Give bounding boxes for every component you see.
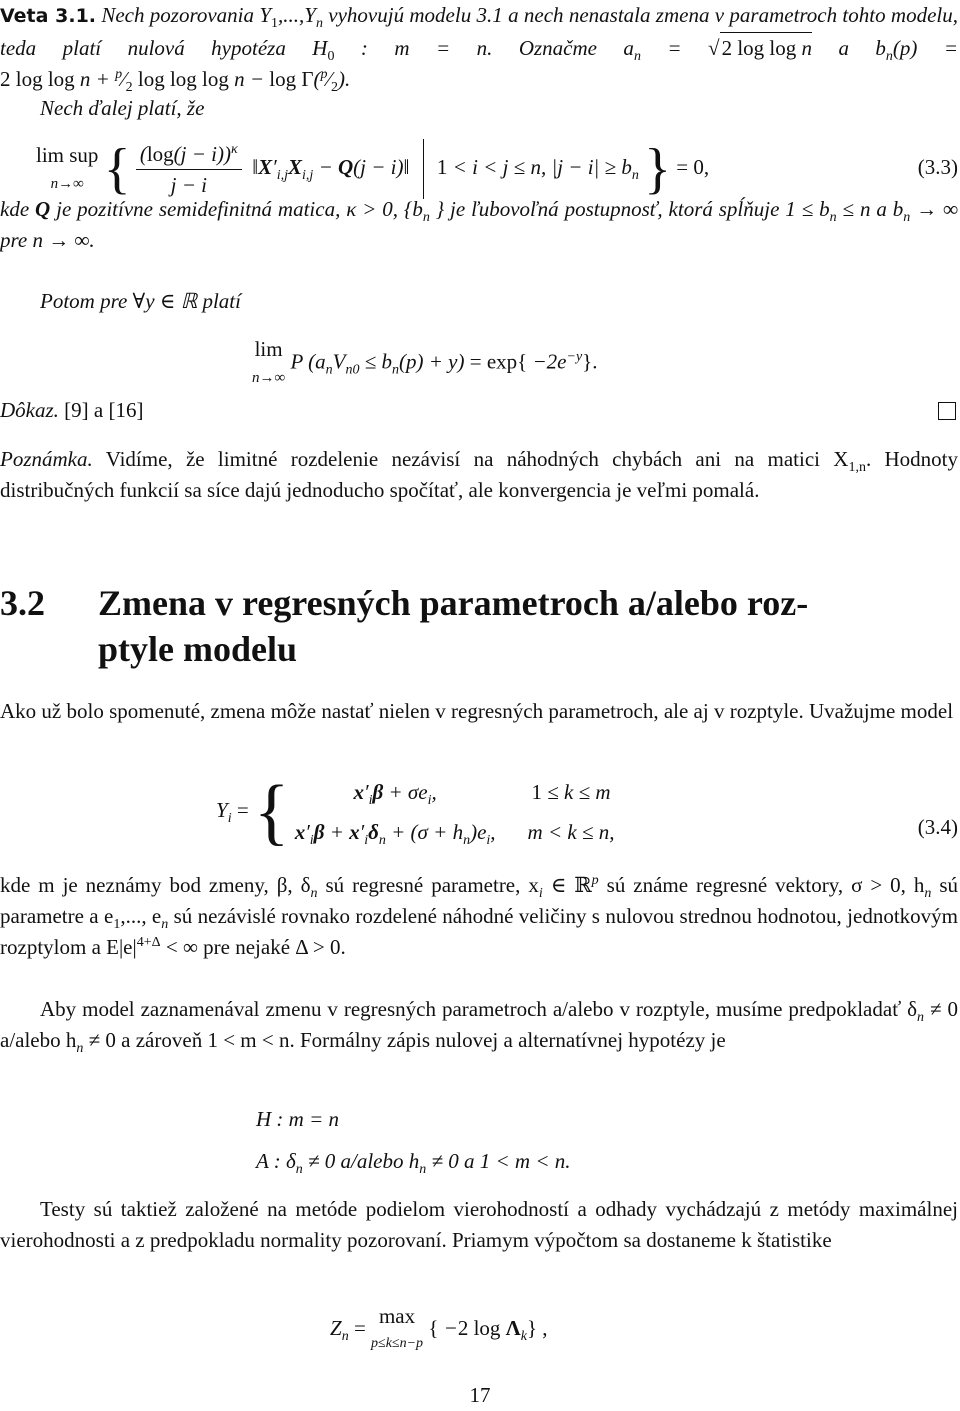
qed-box-icon bbox=[938, 402, 956, 420]
remark-label: Poznámka. bbox=[0, 447, 93, 471]
remark: Poznámka. Vidíme, že limitné rozdelenie nezávisí na náhodných chybách ani na matici $X_{1,n}$. Hodnoty distribučných funkcií sa síce dajú jednoducho spočítať, ale konvergencia je veľmi pomalá. bbox=[0, 447, 959, 502]
paragraph-3: Aby model zaznamenával zmenu v regresných parametroch a/alebo v rozptyle, musíme predpokladať $\delta_n \ne 0$ a/alebo $h_n \ne 0$ a zároveň 1 < m < n. Formálny zápis nulovej a alternatívnej hypotézy je bbox=[0, 997, 958, 1057]
theorem-then: Potom pre ∀y ∈ ℝ platí bbox=[40, 289, 241, 313]
an-definition: √2 log log n bbox=[708, 36, 812, 60]
equation-limit: lim n→∞ P $(a_nV_{n0} \le b_n(p) + y) = \exp\{ -2e^{-y}\}$. bbox=[252, 337, 598, 386]
section-heading bbox=[0, 580, 958, 672]
alternative-hypothesis: A : $\delta_n \ne 0$ a/alebo $h_n \ne 0$ a 1 < m < n. bbox=[256, 1149, 571, 1178]
theorem-paragraph: Veta 3.1. Nech pozorovania $Y_1,...,Y_n$ vyhovujú modelu 3.1 a nech nenastala zmena v parametroch tohto modelu, teda platí nulová hypotéza $H_0$ : m = n. Označme $a_n = √2$ log log n a $b_n(p) = 2$ $\log \log n + ^p⁄_2$ $\log \log \log n - \log \Gamma(^p⁄_2)$. bbox=[0, 3, 959, 96]
paragraph-2: kde m je neznámy bod zmeny, β, $\delta_n$ sú regresné parametre, $x_i$ ∈ ℝ$^p$ sú známe regresné vektory, σ > 0, $h_n$ sú parametre a $e_1$,..., $e_n$ sú nezávislé rovnako rozdelené náhodné veličiny s nulovou strednou hodnotou, jednotkovým rozptylom a $E|e|^{4+\Delta}$ < ∞ pre nejaké Δ > 0. bbox=[0, 873, 959, 959]
equation-statistic: $Z_n = \max$ p≤k≤n−p { −2 $\log \Lambda_k$} , bbox=[330, 1304, 548, 1351]
page-number: 17 bbox=[469, 1383, 491, 1407]
equation-3-3: lim sup n→∞ { $\frac{(\log(j - i))^\kappa}{j - i}$ $‖X'_{i,j}X_{i,j} - Q(j$ − i)‖ 1 < i < j ≤ n, $|j - i| \ge b_n$ } = 0, bbox=[36, 138, 710, 201]
eq-number-3-4: (3.4) bbox=[917, 815, 958, 839]
proof-label: Dôkaz. bbox=[0, 398, 59, 422]
section-title-line1: Zmena v regresných parametroch a/alebo roz- bbox=[98, 583, 809, 623]
paragraph-4: Testy sú taktiež založené na metóde podielom vierohodností a odhady vychádzajú z metódy maximálnej vierohodnosti a z predpokladu normality pozorovaní. Priamym výpočtom sa dostaneme k štatistike bbox=[0, 1197, 958, 1252]
proof: Dôkaz. [9] a [16] bbox=[0, 398, 144, 422]
theorem-label: Veta 3.1. bbox=[0, 5, 97, 27]
theorem-line2: Nech ďalej platí, že bbox=[40, 96, 205, 120]
eq-number-3-3: (3.3) bbox=[917, 155, 958, 179]
null-hypothesis: H : m = n bbox=[256, 1107, 339, 1131]
paragraph-1: Ako už bolo spomenuté, zmena môže nastať nielen v regresných parametroch, ale aj v rozptyle. Uvažujme model bbox=[0, 699, 954, 723]
section-title-line2: ptyle modelu bbox=[98, 629, 298, 669]
section-number: 3.2 bbox=[0, 583, 45, 623]
equation-3-4: $Y_i$ = { $x'_i\beta + \sigma e_i$, 1 ≤ k ≤ m $x'_i\beta + x'_i\delta_n + (\sigma + h_n)e_i$, m < k ≤ n, bbox=[216, 771, 615, 853]
theorem-where: kde Q je pozitívne semidefinitná matica, κ > 0, {$b_n$ } je ľubovoľná postupnosť, ktorá spĺňuje $1 \le b_n \le n$ a $b_n$ → ∞ pre n → ∞. bbox=[0, 197, 959, 252]
